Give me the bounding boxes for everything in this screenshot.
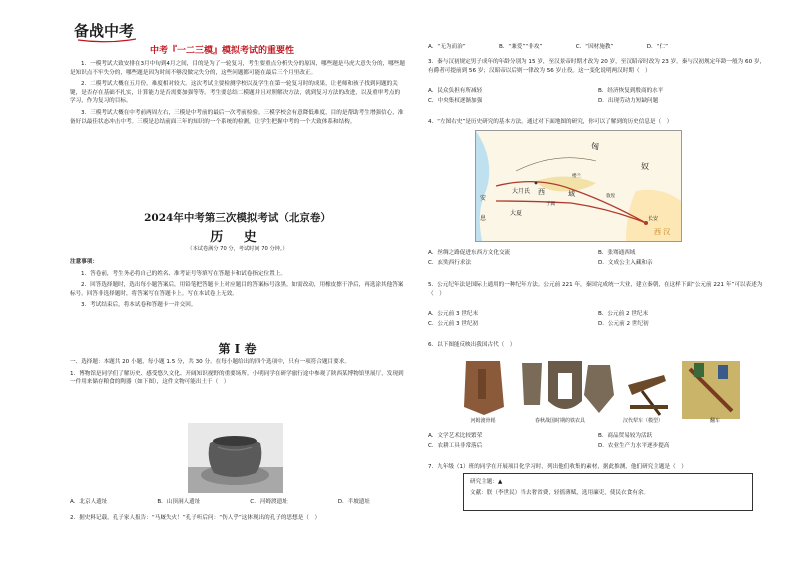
option-c[interactable]: C．“因材施教” xyxy=(575,44,614,50)
intro-section xyxy=(70,60,405,126)
option-d[interactable]: D．半坡遗址 xyxy=(337,499,370,505)
option-b[interactable]: B．经济恢复到殷商的水平 xyxy=(598,88,664,94)
volume-title: 第 I 卷 xyxy=(218,342,257,356)
notes-header: 注意事项： xyxy=(70,259,98,265)
option-b[interactable]: B．“兼爱”“非攻” xyxy=(498,44,543,50)
question-5: 5．公元纪年法是国际上通用的一种纪年方法。公元前 221 年，秦国完成统一大业，建立秦朝，在这样下面“公元前 221 年”可以表述为（ ） xyxy=(428,282,763,297)
research-topic-line: 研究主题：▲ xyxy=(470,479,503,485)
option-c[interactable]: C．玄奘西行求法 xyxy=(428,260,472,266)
map-label-xiongnu-1: 匈 xyxy=(591,142,599,151)
document-line: 文献：朕（李世民）当去奢省费，轻徭薄赋，选用廉吏，使民衣食有余。 xyxy=(470,490,650,496)
intro-paragraph: 2．二模考试大概在五月份，难度相对较大。这次考试主要检测学校以及学生在第一轮复习时的成果，让老师和孩子找到问题的关键，是否存在基础不扎实，计算能力是否需要加强等等。考生要总结二模题并且对照解决方法，就到复习方法的改进，以及重审考点的学习，作为复习的目标。 xyxy=(70,81,401,105)
map-label-small-2: 敦煌 xyxy=(606,194,615,199)
map-label-xihan: 西 汉 xyxy=(654,228,671,236)
option-c[interactable]: C．河姆渡遗址 xyxy=(250,499,288,505)
option-b[interactable]: B．商品贸易较为活跃 xyxy=(598,433,653,439)
score-note: （本试卷满分 70 分，考试时间 70 分钟。） xyxy=(187,246,288,252)
option-c[interactable]: C．公元前 3 世纪初 xyxy=(428,321,479,327)
option-a[interactable]: A．公元前 3 世纪末 xyxy=(428,311,479,317)
option-d[interactable]: D．“仁” xyxy=(646,44,668,50)
map-label-changan: 长安 xyxy=(648,216,659,222)
question-2: 2．据史料记载，孔子家人报告：“马厩失火！”孔子听后问：“伤人乎”这体现出的孔子的思想是（ ） xyxy=(70,515,321,521)
q2-options xyxy=(428,42,668,50)
question-1 xyxy=(70,358,405,387)
option-a[interactable]: A．民众负担有所减轻 xyxy=(428,88,483,94)
caption-water-wheel: 翻车 xyxy=(709,418,720,424)
note-item: 2．回答选择题时，选出每小题答案后，用铅笔把答题卡上对应题目的答案标号涂黑。如需改动，用橡皮擦干净后，再选涂其他答案标号。回答非选择题时，将答案写在答题卡上。写在本试卷上无效。 xyxy=(70,282,404,297)
option-c[interactable]: C．中央集权逐渐加强 xyxy=(428,98,483,104)
map-label-xi2: 息 xyxy=(480,215,487,222)
map-label-small-3: 于阗 xyxy=(546,202,555,207)
map-drawing xyxy=(476,131,681,241)
question-6: 6．以下图能反映出我国古代（ ） xyxy=(428,342,516,348)
option-a[interactable]: A．“无为而治” xyxy=(428,44,466,50)
q3-options xyxy=(428,86,768,106)
option-d[interactable]: D．出现劳动力短缺问题 xyxy=(598,98,659,104)
option-a[interactable]: A．北京人遗址 xyxy=(70,499,108,505)
q6-options xyxy=(428,431,768,451)
intro-paragraph: 1．一模考试大致安排在3月中旬到4月之间，目的是为了一轮复习，考生要重点分析失分的原因，哪些题是马虎大意失分的，哪些题是知识点不牢失分的，哪些题是因为时间不够没做完失分的，这些问题都可能在最后三个月里改正。 xyxy=(70,61,405,76)
brand-logo xyxy=(72,18,142,44)
option-b[interactable]: B．山顶洞人遗址 xyxy=(157,499,201,505)
question-text: 1．博物馆是同学们了解历史、感受悠久文化、开阔知识视野的重要场所。小明同学在研学旅行途中参观了陕西某博物馆里展厅，发现到一件用来储存粮食的陶器（如下图），这件文物可能出土于（ ） xyxy=(70,370,404,386)
question-4: 4．“左图右史”是历史研究的基本方法。通过对下面地图的研究，你可以了解到的历史信息是（ ） xyxy=(428,119,673,125)
question-7: 7．九年级（1）班的同学在开展项目化学习时，列出他们收集的素材，据此推测，他们研究主题是（ ） xyxy=(428,464,687,470)
exam-title: 2024年中考第三次模拟考试（北京卷） xyxy=(144,212,331,224)
banner-title: 中考『一二三模』模拟考试的重要性 xyxy=(150,46,295,56)
note-item: 1．答卷前，考生务必将自己的姓名、准考证号等填写在答题卡和试卷指定位置上。 xyxy=(81,270,286,277)
caption-iron-tools: 春秋战国时期的铁农具 xyxy=(534,418,585,424)
subject-title: 历 史 xyxy=(210,230,265,245)
intro-paragraph: 3．三模考试大概在中考前两周左右，三模是中考前的最后一次考前检验。三模学校会有意降低难度，目的是帮助考生增强信心，准备好以最佳状态冲击中考。三模是总结前面三年的知识的一个系统的检测，让学生把握中考的一个大致体系和结构。 xyxy=(70,109,404,125)
map-label-xiongnu-2: 奴 xyxy=(641,162,649,171)
map-label-daxia: 大夏 xyxy=(510,210,523,217)
q1-options xyxy=(70,497,370,505)
notes-section xyxy=(70,258,405,310)
option-a[interactable]: A．丝绸之路促进东西方文化交流 xyxy=(428,250,511,256)
option-d[interactable]: D．农业生产力水平逐步提高 xyxy=(598,443,670,449)
map-label-an: 安 xyxy=(480,195,487,202)
caption-han-plough: 汉代犁车（模型） xyxy=(622,418,663,424)
option-d[interactable]: D．公元前 2 世纪初 xyxy=(598,321,649,327)
question-3: 3．秦与汉初规定男子成年的年龄分别为 15 岁，至汉景帝时期才改为 20 岁，至汉昭帝时改为 23 岁。秦与汉初规定年龄一般为 60 岁，有爵者可提前到 56 岁；汉昭帝以后则一律改为 56 岁止役。这一变化说明两汉时期（ ） xyxy=(428,59,766,74)
map-label-dayuezhi: 大月氏 xyxy=(512,188,531,195)
map-label-yu: 域 xyxy=(568,190,575,198)
q7-material-box xyxy=(463,473,753,511)
svg-text:备战中考: 备战中考 xyxy=(74,22,135,40)
caption-bone-spade: 河姆渡骨耜 xyxy=(470,418,496,424)
option-d[interactable]: D．文成公主入藏和亲 xyxy=(598,260,653,266)
map-label-small-1: 楼兰 xyxy=(572,174,581,179)
q4-options xyxy=(428,248,768,268)
option-b[interactable]: B．张骞通西域 xyxy=(598,250,636,256)
option-c[interactable]: C．农耕工具非常落后 xyxy=(428,443,483,449)
pottery-jar-image xyxy=(188,423,283,493)
silk-road-map xyxy=(475,130,682,242)
q5-options xyxy=(428,309,768,329)
note-item: 3．考试结束后，将本试卷和答题卡一并交回。 xyxy=(81,302,197,309)
section-heading: 一、选择题：本题共 20 小题，每小题 1.5 分，共 30 分。在每小题给出的四个选项中，只有一项符合题目要求。 xyxy=(70,359,350,365)
map-label-xi: 西 xyxy=(538,188,545,196)
option-b[interactable]: B．公元前 2 世纪末 xyxy=(598,311,649,317)
option-a[interactable]: A．文学艺术比较繁荣 xyxy=(428,433,483,439)
